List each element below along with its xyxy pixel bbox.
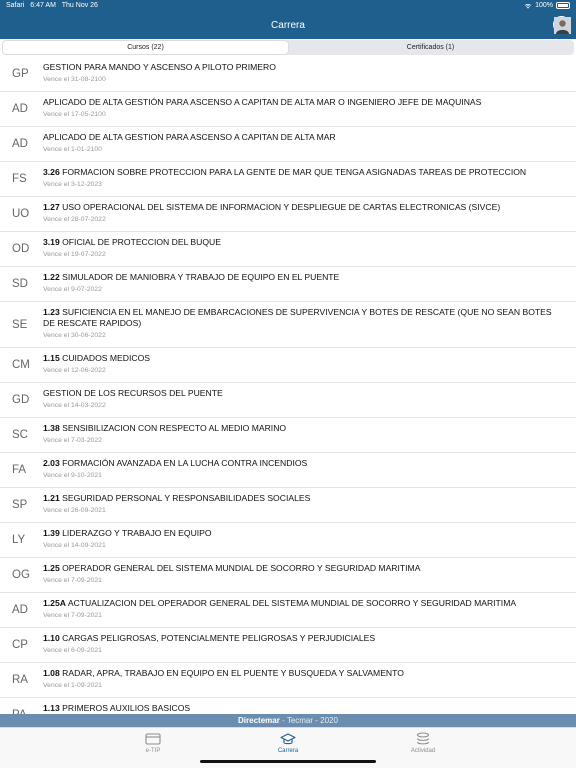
id-card-icon — [145, 732, 161, 746]
course-abbreviation: CM — [12, 359, 30, 371]
course-name: RADAR, APRA, TRABAJO EN EQUIPO EN EL PUENTE Y BUSQUEDA Y SALVAMENTO — [62, 668, 404, 678]
course-row[interactable] — [0, 57, 576, 92]
course-title — [43, 307, 560, 329]
course-content — [43, 92, 576, 126]
course-row[interactable] — [0, 197, 576, 232]
course-row[interactable] — [0, 348, 576, 383]
course-row[interactable] — [0, 302, 576, 348]
course-name: SENSIBILIZACION CON RESPECTO AL MEDIO MARINO — [62, 423, 287, 433]
course-name: ACTUALIZACION DEL OPERADOR GENERAL DEL SISTEMA MUNDIAL DE SOCORRO Y SEGURIDAD MARITIMA — [67, 598, 517, 608]
course-name: CUIDADOS MEDICOS — [62, 353, 150, 363]
course-code: 1.39 — [43, 528, 60, 538]
course-expiry: Vence el 9-10-2021 — [43, 472, 102, 479]
course-content — [43, 488, 576, 522]
course-expiry: Vence el 9-07-2022 — [43, 286, 102, 293]
course-title — [43, 528, 560, 539]
course-content — [43, 418, 576, 452]
course-expiry: Vence el 7-03-2022 — [43, 437, 102, 444]
course-row[interactable] — [0, 127, 576, 162]
course-name: LIDERAZGO Y TRABAJO EN EQUIPO — [62, 528, 212, 538]
course-expiry: Vence el 19-07-2022 — [43, 251, 106, 258]
course-content — [43, 127, 576, 161]
page-title: Carrera — [271, 20, 305, 31]
course-code: 1.25A — [43, 598, 66, 608]
course-title — [43, 62, 560, 73]
segment-certificados[interactable]: Certificados (1) — [406, 44, 455, 51]
course-expiry: Vence el 26-09-2021 — [43, 507, 106, 514]
course-expiry: Vence el 28-07-2022 — [43, 216, 106, 223]
course-code: 1.10 — [43, 633, 60, 643]
course-title — [43, 703, 560, 714]
battery-icon — [556, 2, 570, 9]
tab-etip-label: e-TIP — [145, 748, 161, 754]
stack-icon — [415, 732, 431, 746]
course-abbreviation: UO — [12, 208, 30, 220]
footer-banner — [0, 714, 576, 727]
footer-brand: Directemar — [238, 716, 280, 725]
course-name: OPERADOR GENERAL DEL SISTEMA MUNDIAL DE SOCORRO Y SEGURIDAD MARITIMA — [62, 563, 421, 573]
course-name: FORMACIÓN AVANZADA EN LA LUCHA CONTRA INCENDIOS — [62, 458, 308, 468]
course-list[interactable] — [0, 57, 576, 714]
course-content — [43, 593, 576, 627]
course-abbreviation: OD — [12, 243, 30, 255]
course-row[interactable] — [0, 383, 576, 418]
course-content — [43, 197, 576, 231]
course-row[interactable] — [0, 453, 576, 488]
course-title — [43, 167, 560, 178]
course-name: GESTION DE LOS RECURSOS DEL PUENTE — [43, 388, 223, 398]
course-row[interactable] — [0, 523, 576, 558]
course-content — [43, 232, 576, 266]
course-abbreviation: GD — [12, 394, 30, 406]
course-row[interactable] — [0, 92, 576, 127]
status-date: Thu Nov 26 — [61, 2, 98, 9]
course-expiry: Vence el 7-09-2021 — [43, 577, 102, 584]
course-content — [43, 57, 576, 91]
course-abbreviation: GP — [12, 68, 29, 80]
course-expiry: Vence el 30-06-2022 — [43, 332, 106, 339]
tab-actividad[interactable] — [393, 732, 453, 754]
course-expiry: Vence el 3-12-2023 — [43, 181, 102, 188]
segment-cursos[interactable]: Cursos (22) — [3, 41, 288, 54]
course-title — [43, 132, 560, 143]
course-title — [43, 668, 560, 679]
course-content — [43, 383, 576, 417]
course-content — [43, 558, 576, 592]
course-name: PRIMEROS AUXILIOS BASICOS — [62, 703, 191, 713]
course-abbreviation: SP — [12, 499, 28, 511]
course-content — [43, 663, 576, 697]
course-code: 1.22 — [43, 272, 60, 282]
course-code: 1.13 — [43, 703, 60, 713]
segmented-control — [2, 40, 574, 55]
course-title — [43, 237, 560, 248]
course-row[interactable] — [0, 267, 576, 302]
course-abbreviation: SE — [12, 318, 28, 331]
course-name: SEGURIDAD PERSONAL Y RESPONSABILIDADES SOCIALES — [62, 493, 311, 503]
course-abbreviation: AD — [12, 604, 28, 616]
course-expiry: Vence el 12-06-2022 — [43, 367, 106, 374]
course-name: APLICADO DE ALTA GESTION PARA ASCENSO A CAPITAN DE ALTA MAR — [43, 132, 336, 142]
course-content — [43, 302, 576, 347]
course-abbreviation: SD — [12, 278, 28, 290]
course-content — [43, 628, 576, 662]
course-row[interactable] — [0, 628, 576, 663]
course-expiry: Vence el 6-09-2021 — [43, 647, 102, 654]
course-row[interactable] — [0, 488, 576, 523]
course-title — [43, 388, 560, 399]
course-abbreviation: AD — [12, 138, 28, 150]
course-abbreviation: OG — [12, 569, 30, 581]
course-title — [43, 493, 560, 504]
course-code: 1.21 — [43, 493, 60, 503]
course-abbreviation: CP — [12, 639, 28, 651]
wifi-icon — [524, 3, 532, 9]
course-name: SUFICIENCIA EN EL MANEJO DE EMBARCACIONES DE SUPERVIVENCIA Y BOTES DE RESCATE (QUE NO SEAN BOTES DE RESCATE RAPIDOS) — [43, 307, 552, 328]
tab-actividad-label: Actividad — [410, 748, 436, 754]
user-avatar-icon — [554, 17, 571, 34]
status-bar — [0, 0, 576, 12]
course-code: 1.25 — [43, 563, 60, 573]
course-title — [43, 598, 560, 609]
avatar[interactable] — [553, 16, 570, 33]
tab-carrera[interactable] — [258, 732, 318, 754]
course-row[interactable] — [0, 418, 576, 453]
battery-percent: 100% — [535, 2, 553, 9]
course-title — [43, 423, 560, 434]
course-name: SIMULADOR DE MANIOBRA Y TRABAJO DE EQUIPO EN EL PUENTE — [62, 272, 340, 282]
course-name: USO OPERACIONAL DEL SISTEMA DE INFORMACION Y DESPLIEGUE DE CARTAS ELECTRONICAS (SIVCE) — [62, 202, 501, 212]
course-abbreviation: AD — [12, 103, 28, 115]
footer-separator: - — [279, 716, 287, 725]
course-code: 1.38 — [43, 423, 60, 433]
tab-etip[interactable] — [123, 732, 183, 754]
course-name: APLICADO DE ALTA GESTIÓN PARA ASCENSO A CAPITAN DE ALTA MAR O INGENIERO JEFE DE MAQUINAS — [43, 97, 482, 107]
course-title — [43, 202, 560, 213]
graduation-cap-icon — [280, 732, 296, 746]
course-abbreviation: FA — [12, 464, 27, 476]
course-code: 3.19 — [43, 237, 60, 247]
course-expiry: Vence el 14-03-2022 — [43, 402, 106, 409]
course-content — [43, 162, 576, 196]
nav-bar — [0, 12, 576, 39]
course-expiry: Vence el 31-08-2100 — [43, 76, 106, 83]
course-expiry: Vence el 7-09-2021 — [43, 612, 102, 619]
course-content — [43, 267, 576, 301]
course-title — [43, 97, 560, 108]
course-abbreviation: LY — [12, 534, 26, 546]
course-code: 1.23 — [43, 307, 60, 317]
course-content — [43, 348, 576, 382]
course-expiry: Vence el 14-09-2021 — [43, 542, 106, 549]
course-code: 2.03 — [43, 458, 60, 468]
course-row[interactable] — [0, 663, 576, 698]
course-code: 1.15 — [43, 353, 60, 363]
course-name: GESTION PARA MANDO Y ASCENSO A PILOTO PRIMERO — [43, 62, 276, 72]
course-name: OFICIAL DE PROTECCION DEL BUQUE — [62, 237, 221, 247]
course-code: 1.08 — [43, 668, 60, 678]
course-expiry: Vence el 1-09-2021 — [43, 682, 102, 689]
status-carrier: Safari — [6, 2, 25, 9]
course-content — [43, 523, 576, 557]
course-row[interactable] — [0, 593, 576, 628]
course-abbreviation: SC — [12, 429, 28, 441]
tab-carrera-label: Carrera — [277, 748, 299, 754]
course-row[interactable] — [0, 558, 576, 593]
course-expiry: Vence el 1-01-2100 — [43, 146, 102, 153]
course-title — [43, 563, 560, 574]
status-time: 6:47 AM — [30, 2, 56, 9]
course-title — [43, 633, 560, 644]
status-right — [524, 2, 570, 9]
home-indicator — [200, 760, 376, 763]
course-title — [43, 272, 560, 283]
course-abbreviation: FS — [12, 173, 27, 185]
course-content — [43, 453, 576, 487]
course-title — [43, 458, 560, 469]
status-left — [6, 2, 102, 9]
course-row[interactable] — [0, 162, 576, 197]
course-title — [43, 353, 560, 364]
course-name: FORMACION SOBRE PROTECCION PARA LA GENTE DE MAR QUE TENGA ASIGNADAS TAREAS DE PROTECCION — [62, 167, 527, 177]
footer-credit: Tecmar - 2020 — [286, 716, 338, 725]
course-code: 3.26 — [43, 167, 60, 177]
course-row[interactable] — [0, 232, 576, 267]
course-expiry: Vence el 17-05-2100 — [43, 111, 106, 118]
course-abbreviation: RA — [12, 674, 28, 686]
course-name: CARGAS PELIGROSAS, POTENCIALMENTE PELIGROSAS Y PERJUDICIALES — [62, 633, 376, 643]
course-code: 1.27 — [43, 202, 60, 212]
